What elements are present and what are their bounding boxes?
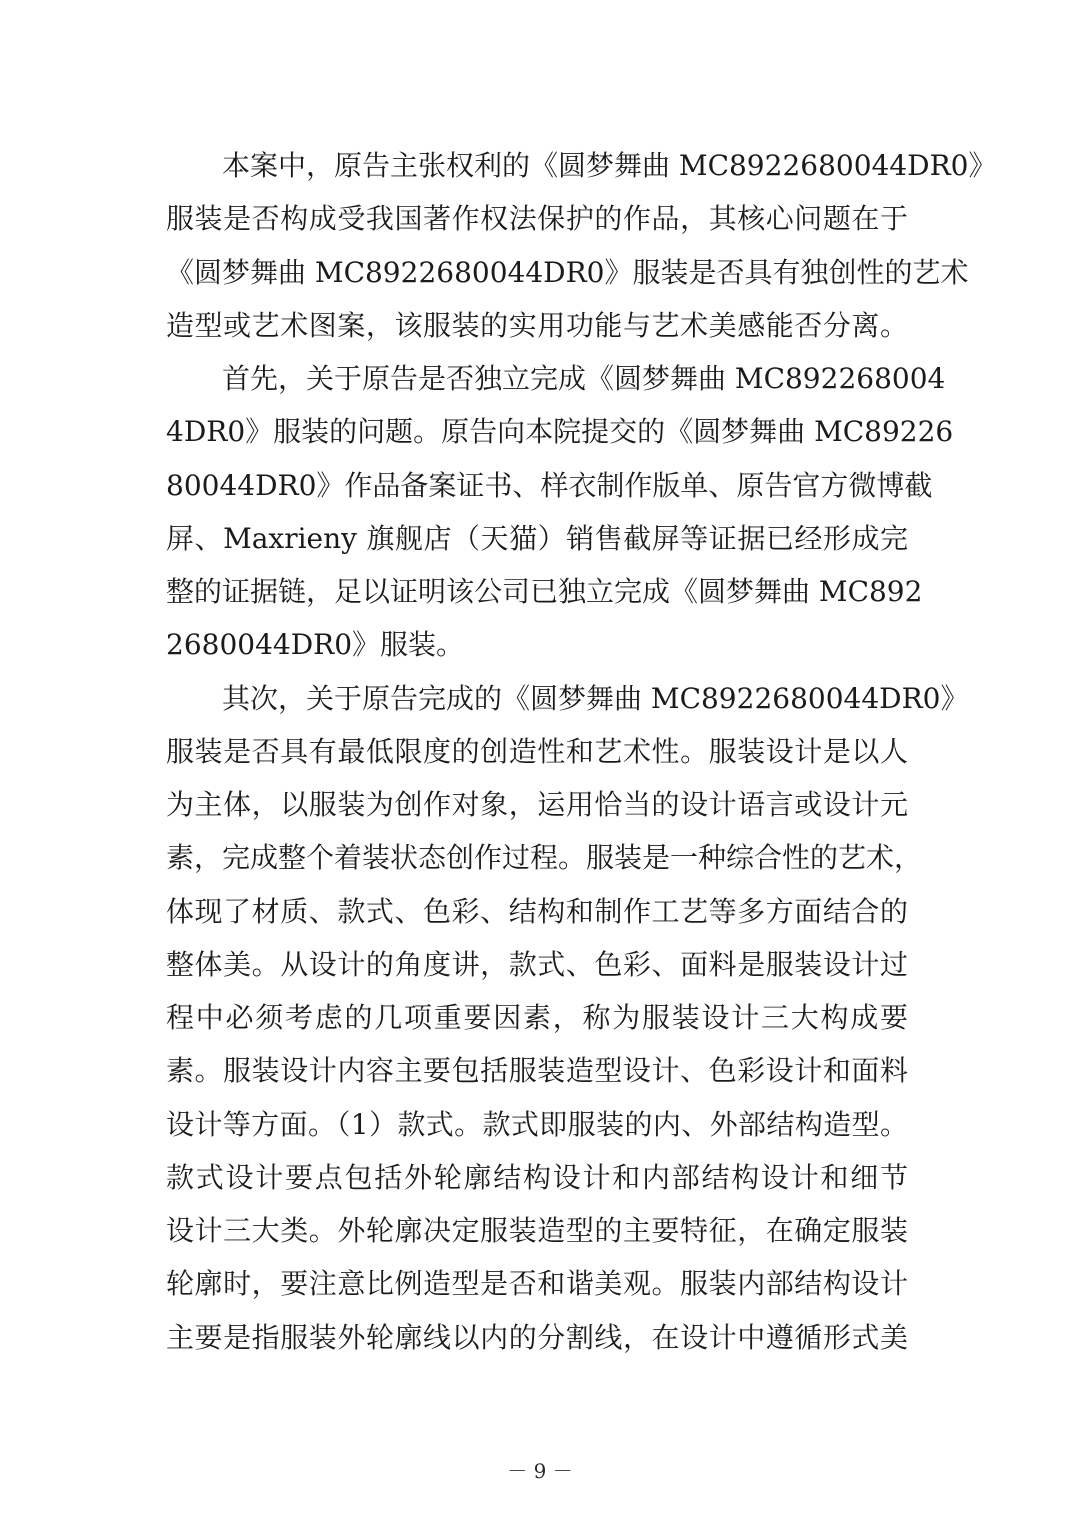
text-line-5: 首先，关于原告是否独立完成《圆梦舞曲 MC892268004 [222,362,946,395]
text-line-12: 服装是否具有最低限度的创造性和艺术性。服装设计是以人 [166,735,908,768]
text-line-22: 轮廓时，要注意比例造型是否和谐美观。服装内部结构设计 [166,1267,908,1300]
page-number: － 9 － [507,1459,573,1483]
text-line-14: 素，完成整个着装状态创作过程。服装是一种综合性的艺术， [166,841,923,874]
text-line-17: 程中必须考虑的几项重要因素，称为服装设计三大构成要 [166,1001,908,1034]
text-line-8: 屏、Maxrieny 旗舰店（天猫）销售截屏等证据已经形成完 [166,522,908,555]
text-line-1: 本案中，原告主张权利的《圆梦舞曲 MC8922680044DR0》 [222,149,997,182]
text-line-18: 素。服装设计内容主要包括服装造型设计、色彩设计和面料 [166,1054,908,1087]
text-line-9: 整的证据链，足以证明该公司已独立完成《圆梦舞曲 MC892 [166,575,923,608]
text-line-19: 设计等方面。（1）款式。款式即服装的内、外部结构造型。 [166,1108,908,1141]
text-line-2: 服装是否构成受我国著作权法保护的作品，其核心问题在于 [166,202,908,235]
text-line-20: 款式设计要点包括外轮廓结构设计和内部结构设计和细节 [166,1161,908,1194]
text-line-21: 设计三大类。外轮廓决定服装造型的主要特征，在确定服装 [166,1214,908,1247]
text-line-11: 其次，关于原告完成的《圆梦舞曲 MC8922680044DR0》 [222,682,969,715]
text-line-13: 为主体，以服装为创作对象，运用恰当的设计语言或设计元 [166,788,908,821]
text-line-10: 2680044DR0》服装。 [166,628,465,661]
text-line-3: 《圆梦舞曲 MC8922680044DR0》服装是否具有独创性的艺术 [166,256,969,289]
text-line-23: 主要是指服装外轮廓线以内的分割线，在设计中遵循形式美 [166,1321,908,1354]
text-line-4: 造型或艺术图案，该服装的实用功能与艺术美感能否分离。 [166,309,908,342]
text-line-15: 体现了材质、款式、色彩、结构和制作工艺等多方面结合的 [166,895,908,928]
text-line-16: 整体美。从设计的角度讲，款式、色彩、面料是服装设计过 [166,948,908,981]
text-line-7: 80044DR0》作品备案证书、样衣制作版单、原告官方微博截 [166,469,933,502]
text-line-6: 4DR0》服装的问题。原告向本院提交的《圆梦舞曲 MC89226 [166,415,954,448]
